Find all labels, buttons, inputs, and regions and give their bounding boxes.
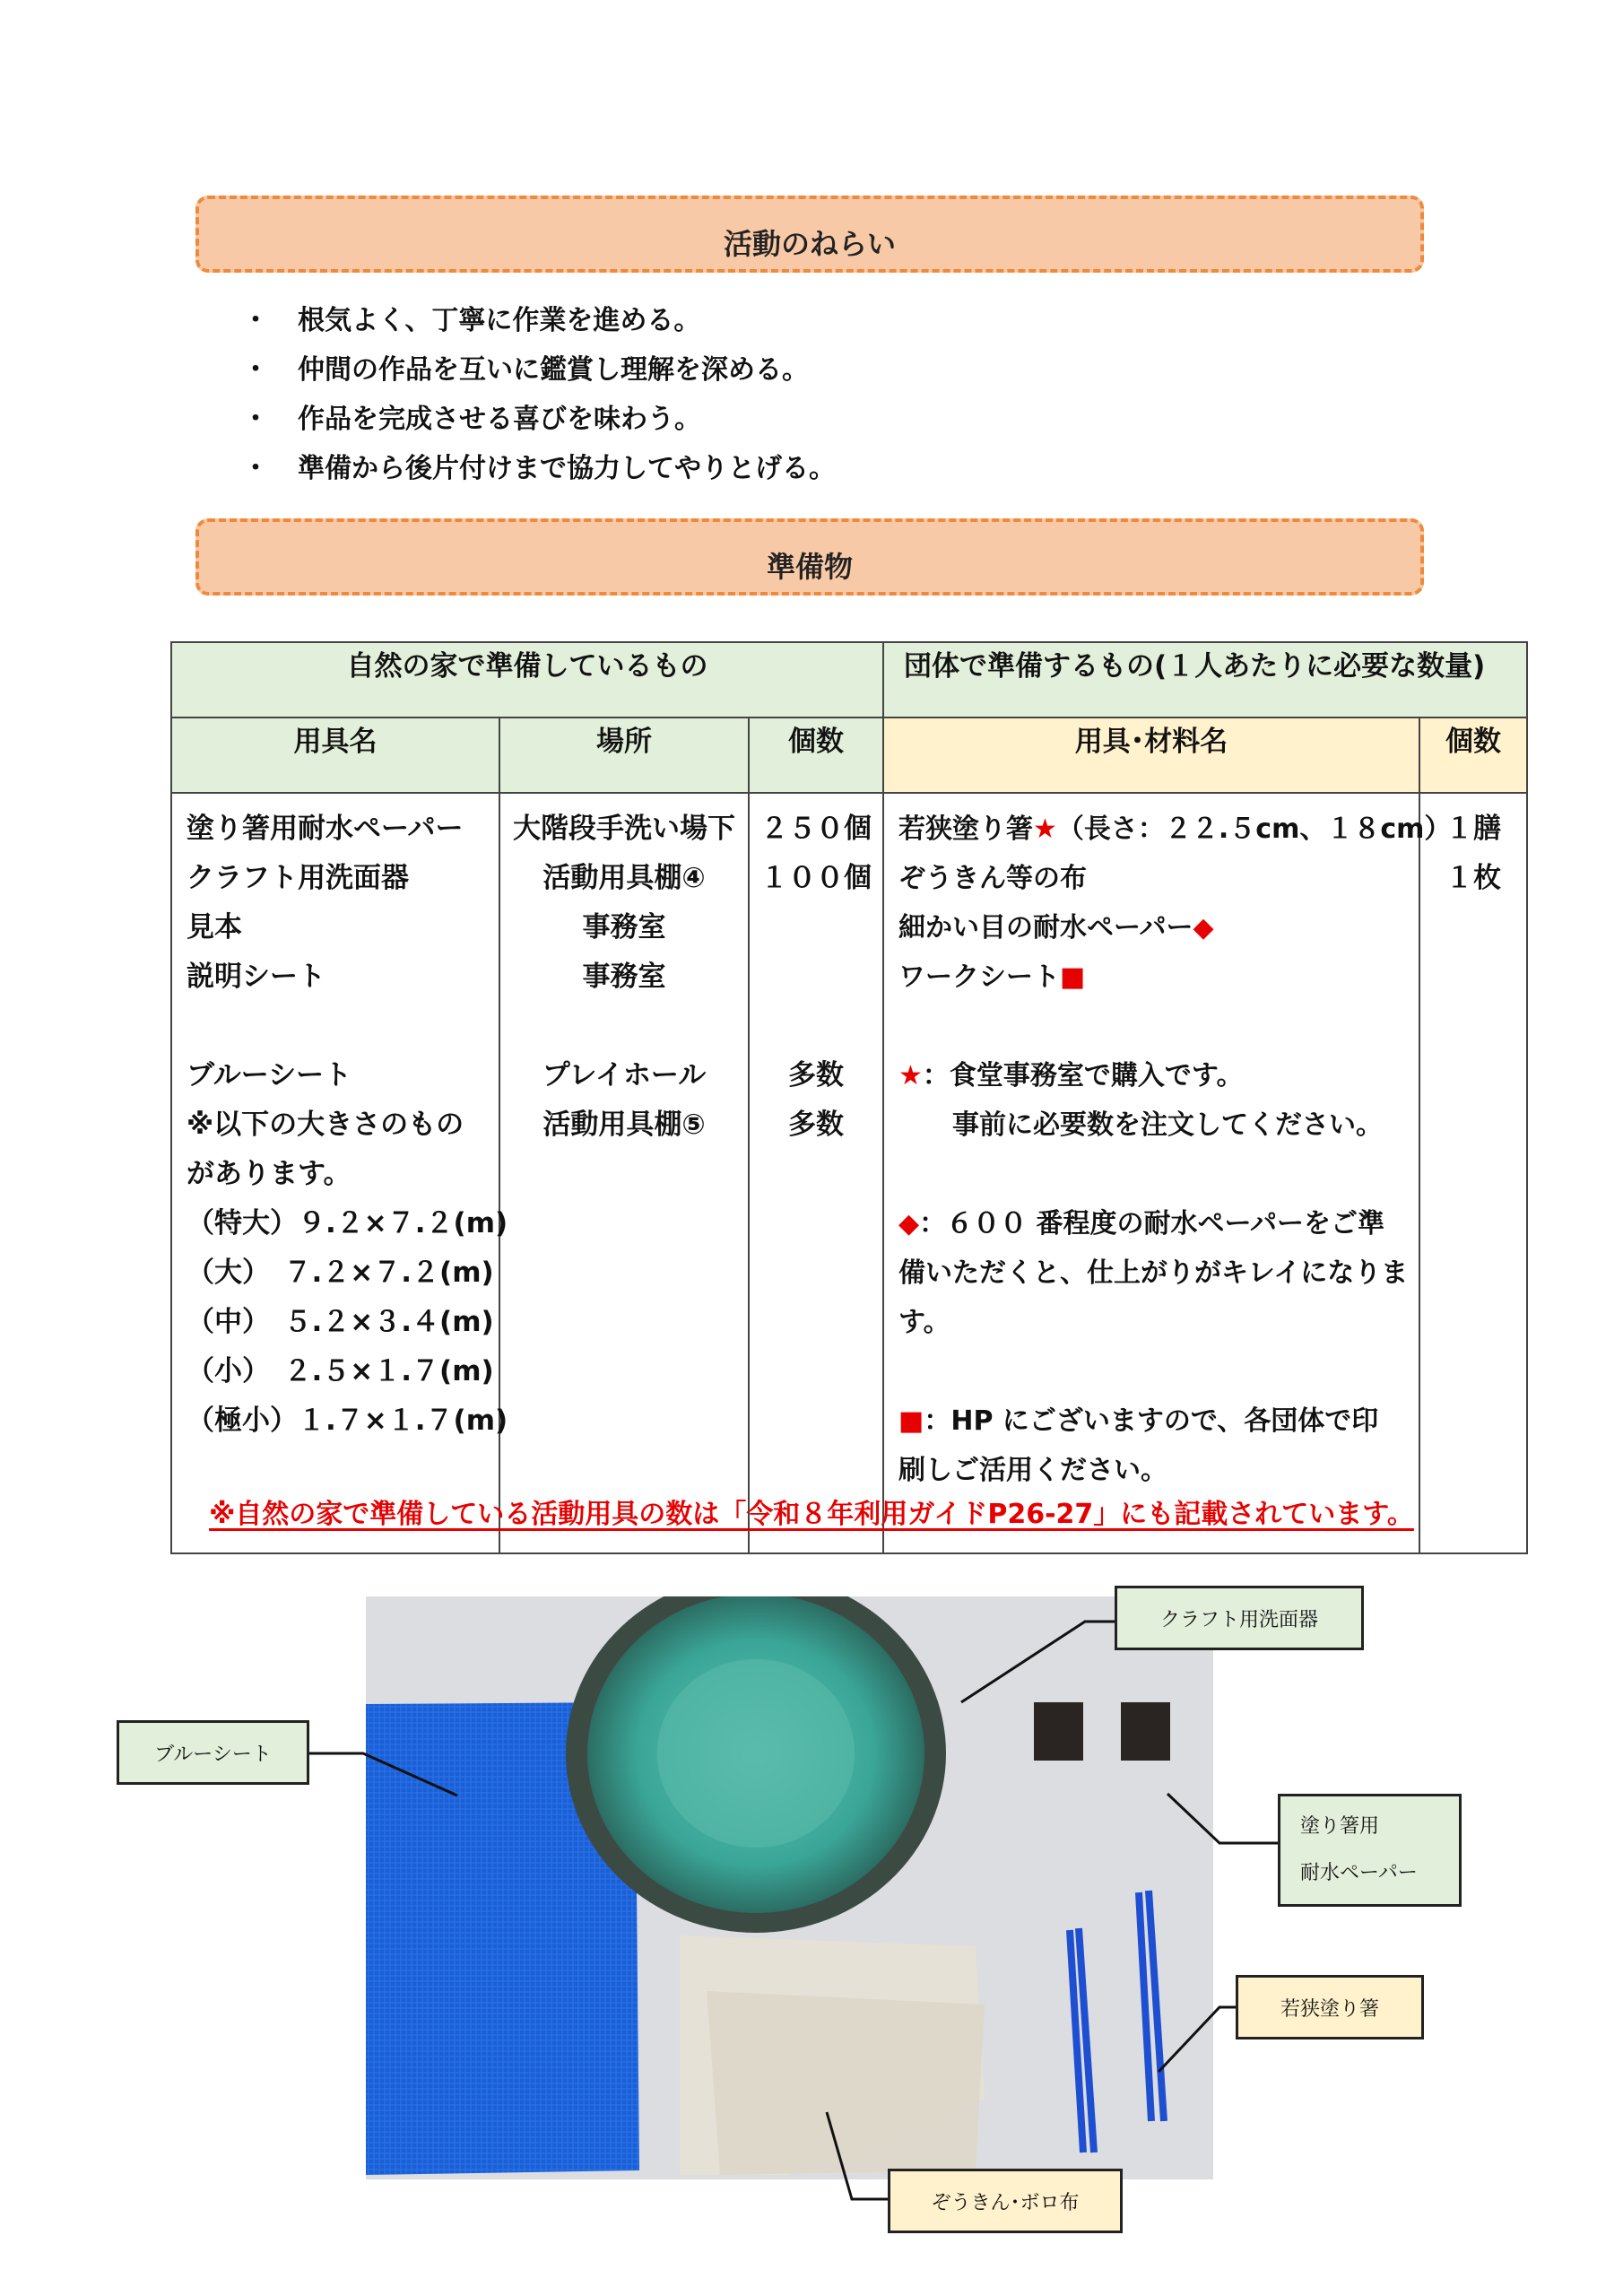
material-text: 事前に必要数を注文してください。 xyxy=(898,1109,1383,1141)
prep-title: 準備物 xyxy=(766,550,853,584)
tool-item: （大） ７.２×７.２(m) xyxy=(187,1257,494,1289)
chopsticks-label: 若狭塗り箸 xyxy=(1236,1975,1424,2039)
tool-item: ブルーシート xyxy=(187,1059,352,1091)
material-text: ぞうきん等の布 xyxy=(898,863,1087,894)
aim-text: 根気よく、丁寧に作業を進める。 xyxy=(298,305,701,336)
material-text: （長さ：２２.５cm、１８cm） xyxy=(1056,813,1452,845)
material-mark: ■ xyxy=(898,1405,924,1437)
left-header: 自然の家で準備しているもの xyxy=(171,642,883,718)
material-mark: ★ xyxy=(898,1060,923,1091)
material-text: ：食堂事務室で購入です。 xyxy=(922,1060,1244,1091)
material-text: す。 xyxy=(898,1307,950,1338)
count-item: ２５０個 xyxy=(760,813,872,845)
place-item: プレイホール xyxy=(542,1059,707,1091)
count2-item: １枚 xyxy=(1445,862,1501,894)
tool-item: （特大）９.２×７.２(m) xyxy=(187,1207,508,1239)
material-text: 備いただくと、仕上がりがキレイになりま xyxy=(898,1257,1409,1289)
material-text: 若狭塗り箸 xyxy=(898,813,1033,845)
count-item: 多数 xyxy=(788,1059,844,1091)
water-paper-label: 塗り箸用 耐水ペーパー xyxy=(1278,1794,1462,1907)
cloth-label: ぞうきん･ボロ布 xyxy=(888,2169,1123,2233)
material-mark: ◆ xyxy=(1193,912,1214,944)
material-text: ワークシート xyxy=(898,961,1060,993)
right-header: 団体で準備するもの(１人あたりに必要な数量) xyxy=(883,642,1527,718)
material-text: ：HP にございますので、各団体で印 xyxy=(924,1405,1379,1437)
aim-text: 仲間の作品を互いに鑑賞し理解を深める。 xyxy=(298,354,809,386)
tool-item: （中） ５.２×３.４(m) xyxy=(187,1306,494,1338)
tool-item: ※以下の大きさのもの xyxy=(187,1109,464,1141)
material-mark: ★ xyxy=(1033,813,1057,845)
bullet: ・ xyxy=(242,404,269,435)
place-item: 活動用具棚⑤ xyxy=(542,1109,706,1141)
count-item: １００個 xyxy=(760,862,872,894)
tool-item: 見本 xyxy=(187,911,242,944)
basin-label: クラフト用洗面器 xyxy=(1115,1586,1364,1650)
tool-item: （小） ２.５×１.７(m) xyxy=(187,1355,494,1387)
aim-text: 準備から後片付けまで協力してやりとげる。 xyxy=(298,453,836,484)
material-text: 刷しご活用ください。 xyxy=(898,1455,1167,1486)
col-count-header: 個数 xyxy=(749,718,883,793)
bullet: ・ xyxy=(242,305,269,336)
col-count2-header: 個数 xyxy=(1419,718,1527,793)
aim-text: 作品を完成させる喜びを味わう。 xyxy=(298,404,701,435)
tool-item: （極小）１.７×１.７(m) xyxy=(187,1405,508,1437)
count2-item: １膳 xyxy=(1445,813,1501,845)
tool-item: があります。 xyxy=(187,1158,352,1190)
place-item: 事務室 xyxy=(582,911,666,944)
blue-sheet-label: ブルーシート xyxy=(117,1720,309,1785)
material-mark: ■ xyxy=(1060,961,1086,993)
material-text: 細かい目の耐水ペーパー xyxy=(898,912,1193,944)
usage-guide-note: ※自然の家で準備している活動用具の数は「令和８年利用ガイドP26-27」にも記載されています。 xyxy=(209,1499,1414,1530)
aims-title: 活動のねらい xyxy=(723,227,896,261)
place-item: 活動用具棚④ xyxy=(542,862,706,894)
tool-item: クラフト用洗面器 xyxy=(187,862,409,894)
material-mark: ◆ xyxy=(898,1208,920,1239)
place-item: 事務室 xyxy=(582,961,666,993)
count-item: 多数 xyxy=(788,1109,844,1141)
tool-item: 塗り箸用耐水ペーパー xyxy=(187,813,464,845)
col-material-header: 用具･材料名 xyxy=(883,718,1419,793)
bullet: ・ xyxy=(242,453,269,484)
place-item: 大階段手洗い場下 xyxy=(513,813,735,845)
material-text: ：６００ 番程度の耐水ペーパーをご準 xyxy=(919,1208,1385,1239)
col-tool-header: 用具名 xyxy=(171,718,499,793)
bullet: ・ xyxy=(242,354,269,386)
tool-item: 説明シート xyxy=(187,961,325,993)
col-place-header: 場所 xyxy=(499,718,749,793)
